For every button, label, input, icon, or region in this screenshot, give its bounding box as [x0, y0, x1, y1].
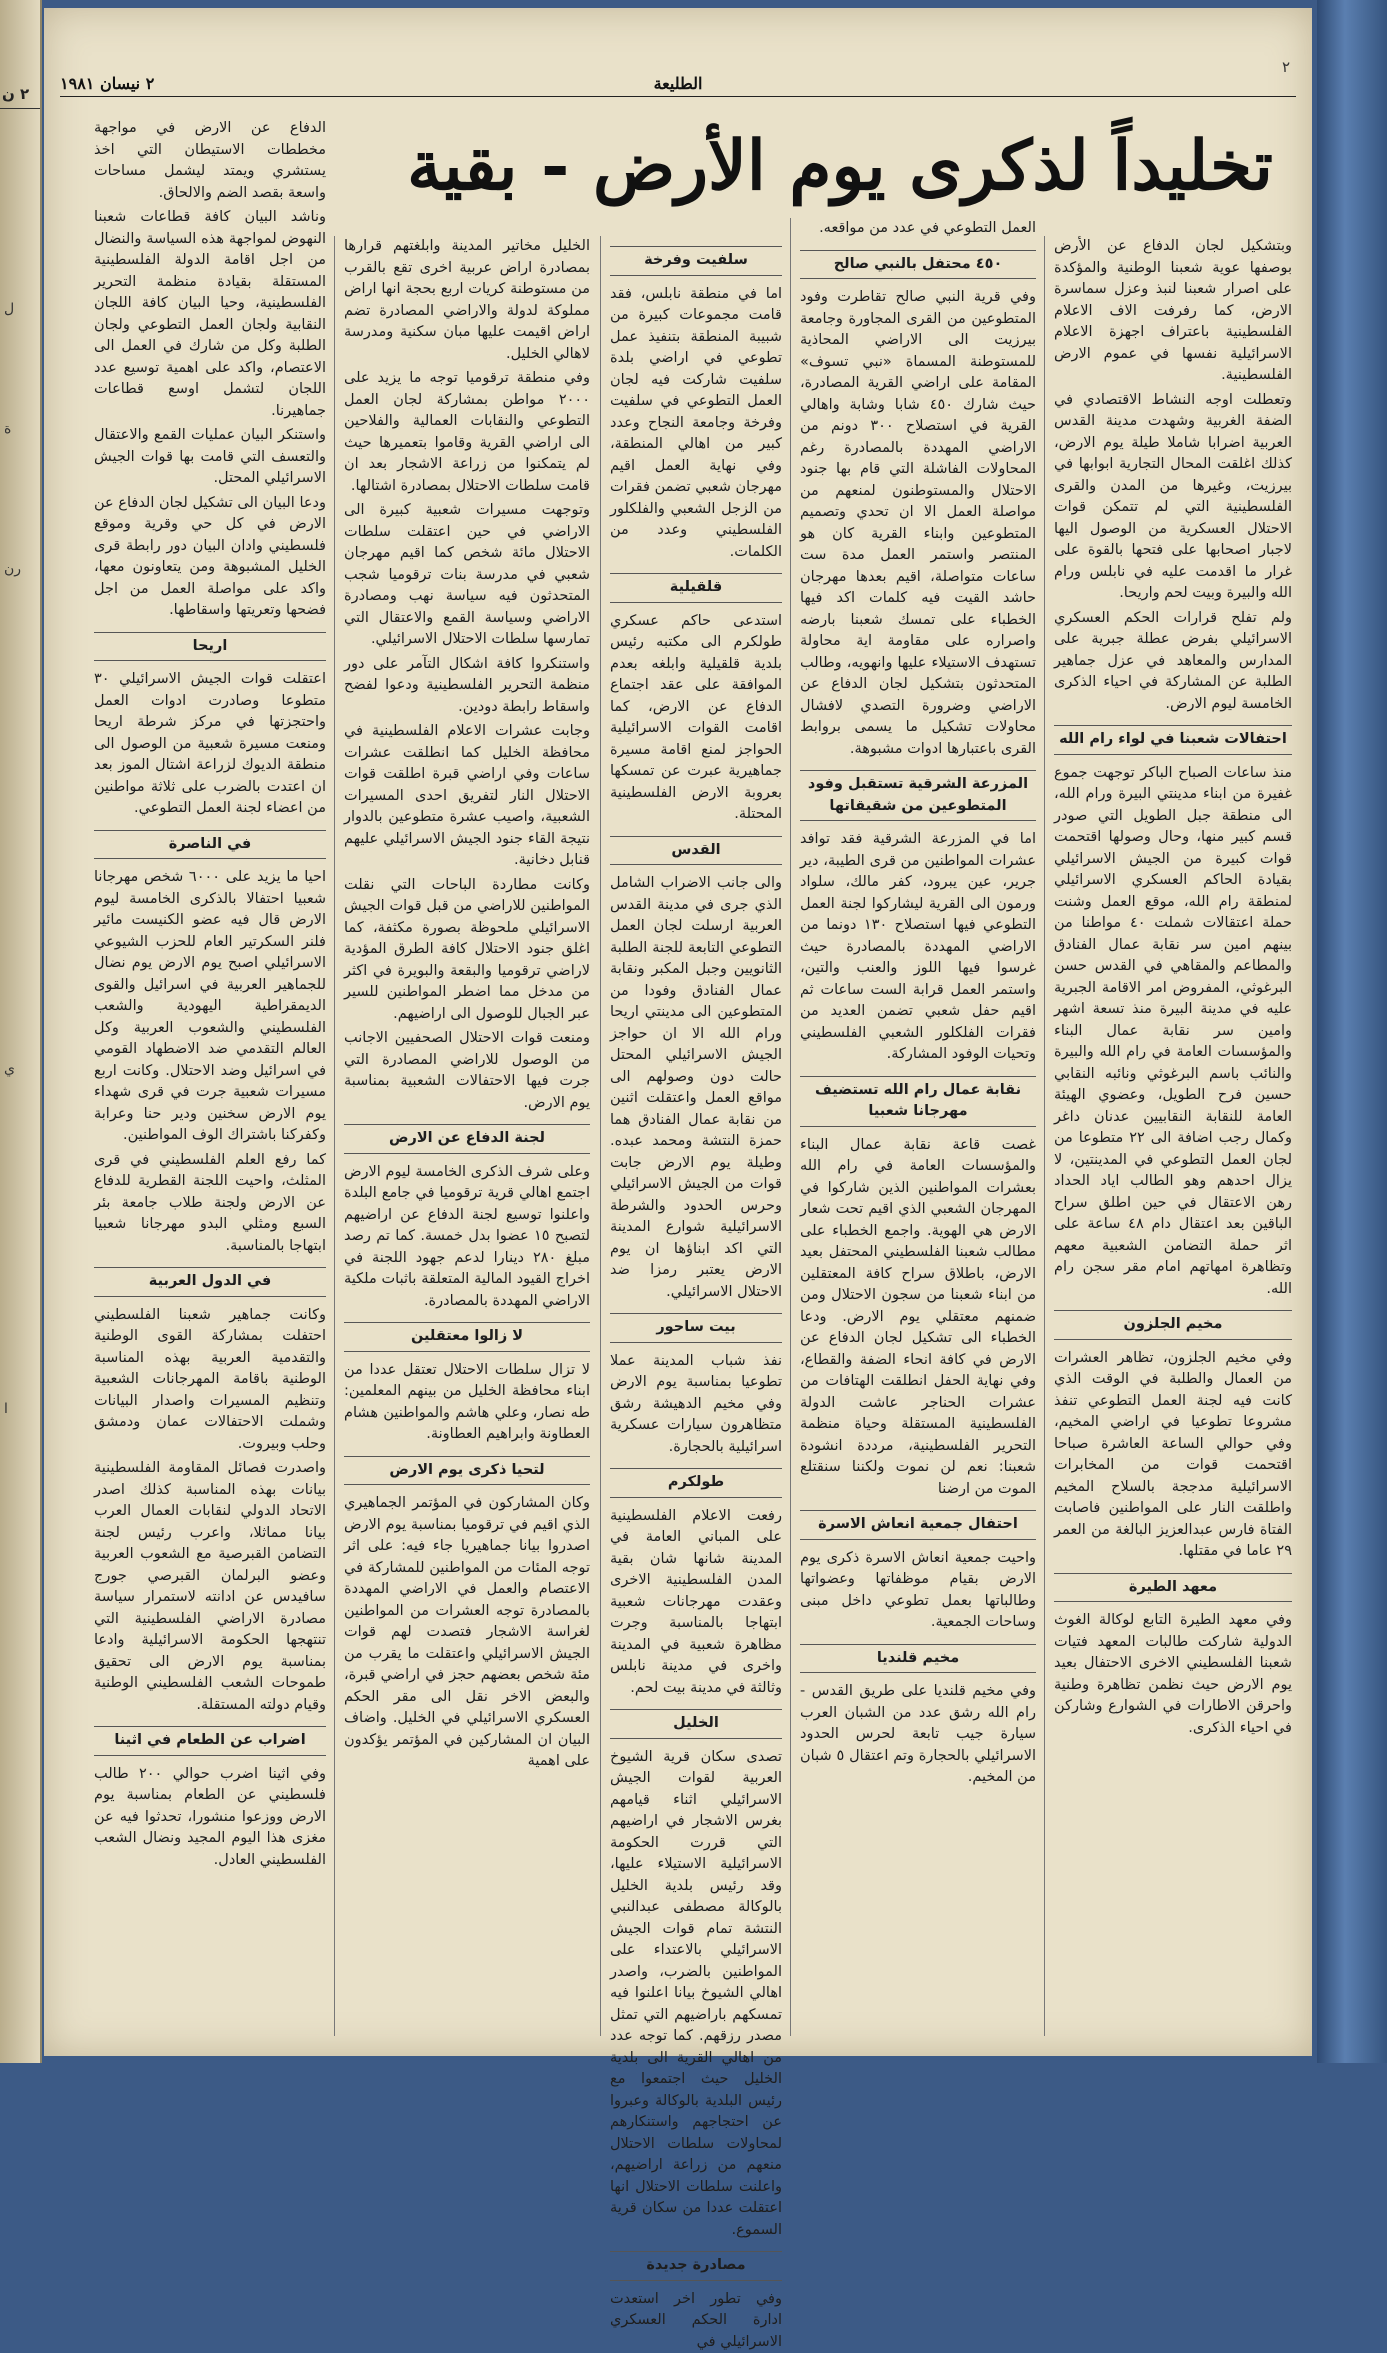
paragraph: الدفاع عن الارض في مواجهة مخططات الاستيطان التي اخذ يستشري ويمتد ليشمل مساحات واسعة بقصد الضم والالحاق.: [94, 118, 326, 204]
subheading: مخيم قلنديا: [800, 1644, 1036, 1674]
paragraph: استدعى حاكم عسكري طولكرم الى مكتبه رئيس بلدية قلقيلية وابلغه بعدم الموافقة على عقد اجتماع الدفاع عن الارض، كما اقامت القوات الاسرائيلية الحواجز لمنع اقامة مسيرة جماهيرية عبرت عن تمسكها بعروبة الارض الفلسطينية المحتلة.: [610, 611, 782, 826]
subheading: لتحيا ذكرى يوم الارض: [344, 1456, 590, 1486]
subheading: الخليل: [610, 1709, 782, 1739]
subheading: طولكرم: [610, 1468, 782, 1498]
masthead: [60, 72, 1296, 94]
subheading: المزرعة الشرقية تستقبل وفود المتطوعين من شقيقاتها: [800, 770, 1036, 821]
article-column-1: [1054, 236, 1292, 2036]
subheading: احتفالات شعبنا في لواء رام الله: [1054, 725, 1292, 755]
paragraph: اما في منطقة نابلس، فقد قامت مجموعات كبيرة من شبيبة المنطقة بتنفيذ عمل تطوعي في اراضي بلدة سلفيت شاركت فيه لجان العمل التطوعي في سلفيت وفرخة وجامعة النجاح وعدد كبير من اهالي المنطقة، وفي نهاية العمل اقيم مهرجان شعبي تضمن فقرات من الزجل الشعبي والفلكلور الفلسطيني وعدد من الكلمات.: [610, 284, 782, 564]
column-rule: [1044, 236, 1045, 2036]
paragraph: ودعا البيان الى تشكيل لجان الدفاع عن الارض في كل حي وقرية وموقع فلسطيني وادان البيان دور رابطة قرى الخليل المشبوهة ومن يتعاونون معها، واكد على مواصلة العمل من اجل فضحها وتعريتها واسقاطها.: [94, 493, 326, 622]
paragraph: وفي مخيم الجلزون، تظاهر العشرات من العمال والطلبة في الوقت الذي كانت فيه لجنة العمل التطوعي تنفذ مشروعا تطوعيا في اراضي المخيم، وفي حوالي الساعة العاشرة صباحا اقتحمت قوات من المخابرات الاسرائيلية مدججة بالسلاح المخيم واطلقت النار على المواطنين فاصابت الفتاة فارس عبدالعزيز البالغة من العمر ٢٩ عاما في مقتلها.: [1054, 1348, 1292, 1563]
page-number: ٢: [1282, 58, 1290, 76]
paragraph: لا تزال سلطات الاحتلال تعتقل عددا من ابناء محافظة الخليل من بينهم المعلمين: طه نصار، وعلي هاشم والمواطنين هشام العطاونة وابراهيم العطاونة.: [344, 1360, 590, 1446]
paragraph: وفي قرية النبي صالح تقاطرت وفود المتطوعين من القرى المجاورة وجامعة بيرزيت الى الاراضي المحاذية للمستوطنة المسماة «نبي تسوف» المقامة على اراضي القرية المصادرة، حيث شارك ٤٥٠ شابا وشابة واهالي القرية في استصلاح ٣٠٠ دونم من الاراضي المهددة بالمصادرة رغم المحاولات الفاشلة التي قام بها جنود الاحتلال والمستوطنون لمنعهم من مواصلة العمل الا ان تحدي وتصميم المتطوعين وابناء القرية كان هو المنتصر واستمر العمل مدة ست ساعات متواصلة، اقيم بعدها مهرجان حاشد القيت فيه كلمات اكد فيها الخطباء على تمسك شعبنا بارضه واصراره على مقاومة اية محاولة تستهدف الاستيلاء عليها وانهويه، وطالب المتحدثون بتشكيل لجان الدفاع عن الاراضي وضرورة التصدي لافشال محاولات تشكيل ما يسمى بروابط القرى باعتبارها ادوات مشبوهة.: [800, 287, 1036, 760]
subheading: في الدول العربية: [94, 1267, 326, 1297]
subheading: قلقيلية: [610, 573, 782, 603]
subheading: بيت ساحور: [610, 1313, 782, 1343]
subheading: معهد الطيرة: [1054, 1573, 1292, 1603]
paragraph: الخليل مخاتير المدينة وابلغتهم قرارها بمصادرة اراض عربية اخرى تقع بالقرب من مستوطنة كريات اربع بحجة انها اراض مملوكة لدولة والاراضي المصادرة تضم اراض اقيمت عليها مبان سكنية ومدرسة لاهالي الخليل.: [344, 236, 590, 365]
paragraph: غصت قاعة نقابة عمال البناء والمؤسسات العامة في رام الله بعشرات المواطنين الذين شاركوا في المهرجان الشعبي الذي اقيم تحت شعار الارض هي الهوية. واجمع الخطباء على مطالب شعبنا الفلسطيني المحتفل بعيد الارض، باطلاق سراح كافة المعتقلين من ابناء شعبنا من سجون الاحتلال ومن ضمنهم معتقلي يوم الارض. ودعا الخطباء الى تشكيل لجان الدفاع عن الارض في كافة انحاء الضفة والقطاع، وفي نهاية الحفل انطلقت الهتافات من عشرات الحناجر عاشت الدولة الفلسطينية المستقلة وحياة منظمة التحرير الفلسطينية، مرددة انشودة شعبنا: نعم لن نموت ولكننا سنقتلع الموت من ارضنا: [800, 1135, 1036, 1501]
article-column-5: [94, 118, 326, 2036]
column-rule: [334, 236, 335, 2036]
paragraph: رفعت الاعلام الفلسطينية على المباني العامة في المدينة شانها شان بقية المدن الفلسطينية الاخرى وعقدت مهرجانات شعبية ابتهاجا بالمناسبة وجرت مظاهرة شعبية في المدينة واخرى في مدينة نابلس وثالثة في مدينة بيت لحم.: [610, 1506, 782, 1700]
paragraph: واصدرت فصائل المقاومة الفلسطينية بيانات بهذه المناسبة كذلك اصدر الاتحاد الدولي لنقابات العمال العرب بيانا مماثلا، واعرب رئيس لجنة التضامن القبرصية مع الشعوب العربية وعضو البرلمان القبرصي جورج سافيدس عن ادانته لاستمرار سياسة مصادرة الاراضي الفلسطينية التي تنتهجها الحكومة الاسرائيلية وادعا بمناسبة يوم الارض الى تحقيق طموحات الشعب الفلسطيني الوطنية وقيام دولته المستقلة.: [94, 1458, 326, 1716]
subheading: ٤٥٠ محتفل بالنبي صالح: [800, 250, 1036, 280]
headline: تخليداً لذكرى يوم الأرض - بقية: [378, 126, 1302, 206]
subheading: نقابة عمال رام الله تستضيف مهرجانا شعبيا: [800, 1076, 1036, 1127]
paragraph: وتوجهت مسيرات شعبية كبيرة الى الاراضي في حين اعتقلت سلطات الاحتلال مائة شخص كما اقيم مهرجان شعبي في مدرسة بنات ترقوميا شجب المتحدثون فيه سياسة نهب ومصادرة الاراضي وسياسة القمع والاعتقال التي تمارسها سلطات الاحتلال الاسرائيلي.: [344, 500, 590, 651]
subheading: القدس: [610, 836, 782, 866]
subheading: اضراب عن الطعام في اثينا: [94, 1726, 326, 1756]
paragraph: تصدى سكان قرية الشيوخ العربية لقوات الجيش الاسرائيلي اثناء قيامهم بغرس الاشجار في اراضيهم التي قررت الحكومة الاسرائيلية الاستيلاء عليها، وقد رئيس بلدية الخليل بالوكالة مصطفى عبدالنبي النتشة تمام قوات الجيش الاسرائيلي بالاعتداء على المواطنين بالضرب، واصدر اهالي الشيوخ بيانا اعلنوا فيه تمسكهم باراضيهم التي تمثل مصدر رزقهم. كما توجه عدد من اهالي القرية الى بلدية الخليل حيث اجتمعوا مع رئيس البلدية بالوكالة وعبروا عن احتجاجهم واستنكارهم لمحاولات سلطات الاحتلال منعهم من زراعة اراضيهم، واعلنت سلطات الاحتلال انها اعتقلت عددا من سكان قرية السموع.: [610, 1747, 782, 2242]
paragraph: وكان المشاركون في المؤتمر الجماهيري الذي اقيم في ترقوميا بمناسبة يوم الارض اصدروا بيانا جماهيريا جاء فيه: على اثر توجه المئات من المواطنين للمشاركة في الاعتصام والعمل في الاراضي المهددة بالمصادرة توجه العشرات من المواطنين لغراسة الاشجار فتصدت لهم قوات الجيش الاسرائيلي واعتقلت ما يقرب من مئة شخص بعضهم حجز في اراضي قبرة، والبعض الاخر نقل الى مقر الحكم العسكري الاسرائيلي في الخليل. واضاف البيان ان المشاركين في المؤتمر يؤكدون على اهمية: [344, 1493, 590, 1773]
paragraph: وفي معهد الطيرة التابع لوكالة الغوث الدولية شاركت طالبات المعهد فتيات شعبنا الفلسطيني الاخرى الاحتفال بعيد يوم الارض حيث نظمن تظاهرة وطنية واحرقن الاطارات في الشوارع وشاركن في احياء الذكرى.: [1054, 1610, 1292, 1739]
adjacent-page-strip: [0, 0, 42, 2063]
column-rule: [600, 236, 601, 2036]
paragraph: اعتقلت قوات الجيش الاسرائيلي ٣٠ متطوعا وصادرت ادوات العمل واحتجزتها في مركز شرطة اريحا ومنعت مسيرة شعبية من الوصول الى منطقة الديوك لزراعة اشتال الموز بعد ان اعتدت بالضرب على ثلاثة مواطنين من اعضاء لجنة العمل التطوعي.: [94, 669, 326, 820]
paragraph: وفي مخيم قلنديا على طريق القدس - رام الله رشق عدد من الشبان العرب سيارة جيب تابعة لحرس الحدود الاسرائيلي بالحجارة وتم اعتقال ٥ شبان من المخيم.: [800, 1681, 1036, 1789]
article-column-4: [344, 236, 590, 2036]
column-rule: [790, 218, 791, 2036]
adjacent-fragment: ي: [4, 1060, 15, 1078]
paragraph: وفي تطور اخر استعدت ادارة الحكم العسكري الاسرائيلي في: [610, 2289, 782, 2353]
adjacent-fragment: ل: [4, 300, 14, 318]
subheading: لجنة الدفاع عن الارض: [344, 1124, 590, 1154]
paragraph: وجابت عشرات الاعلام الفلسطينية في محافظة الخليل كما انطلقت عشرات ساعات وفي اراضي قبرة اطلقت قوات الاحتلال النار لتفريق احدى المسيرات الشعبية، واصيب عشرة متطوعين بالدوار نتيجة القاء جنود الجيش الاسرائيلي عليهم قنابل دخانية.: [344, 721, 590, 872]
adjacent-fragment: ا: [4, 1400, 8, 1418]
paragraph: وبتشكيل لجان الدفاع عن الأرض بوصفها عوية شعبنا الوطنية والمؤكدة على اصرار شعبنا لنبذ وعزل سماسرة الارض، كما رفرفت الاف الاعلام الفلسطينية باعتراف اجهزة الاعلام الاسرائيلية نفسها في عموم الارض الفلسطينية.: [1054, 236, 1292, 387]
paragraph: وعلى شرف الذكرى الخامسة ليوم الارض اجتمع اهالي قرية ترقوميا في جامع البلدة واعلنوا توسيع لجنة الدفاع عن اراضيهم لتصبح ١٥ عضوا بدل خمسة. كما تم رصد مبلغ ٢٨٠ دينارا لدعم جهود اللجنة في اخراج القيود المالية المتعلقة باثبات ملكية الاراضي المهددة بالمصادرة.: [344, 1162, 590, 1313]
adjacent-fragment: ة: [4, 420, 11, 438]
article-column-3: [610, 236, 782, 2036]
issue-date: ٢ نيسان ١٩٨١: [60, 74, 260, 93]
subheading: مصادرة جديدة: [610, 2251, 782, 2281]
paragraph: وفي اثينا اضرب حوالي ٢٠٠ طالب فلسطيني عن الطعام بمناسبة يوم الارض ووزعوا منشورا، تحدثوا فيه عن مغزى هذا اليوم المجيد ونضال الشعب الفلسطيني العادل.: [94, 1764, 326, 1872]
adjacent-page-label: ٢ ن: [2, 85, 29, 103]
subheading: في الناصرة: [94, 830, 326, 860]
paragraph: ولم تفلح قرارات الحكم العسكري الاسرائيلي بفرض عطلة جبرية على المدارس والمعاهد في عزل جماهير الطلبة عن المشاركة في احياء الذكرى الخامسة ليوم الارض.: [1054, 608, 1292, 716]
subheading: مخيم الجلزون: [1054, 1310, 1292, 1340]
paragraph: العمل التطوعي في عدد من مواقعه.: [800, 218, 1036, 240]
paragraph: نفذ شباب المدينة عملا تطوعيا بمناسبة يوم الارض وفي مخيم الدهيشة رشق متظاهرون سيارات عسكرية اسرائيلية بالحجارة.: [610, 1351, 782, 1459]
paragraph: وتعطلت اوجه النشاط الاقتصادي في الضفة الغربية وشهدت مدينة القدس العربية اضرابا شاملا طيلة يوم الارض، كذلك اغلقت المحال التجارية ابوابها في بيرزيت، وغيرها من المدن والقرى الفلسطينية التي لم تتمكن قوات الاحتلال العسكرية من الوصول اليها لاجبار اصحابها على فتحها بالقوة على غرار ما اقدمت عليه في نابلس ورام الله والبيرة وبيت لحم واريحا.: [1054, 390, 1292, 605]
paragraph: والى جانب الاضراب الشامل الذي جرى في مدينة القدس العربية ارسلت لجان العمل التطوعي التابعة للجنة الطلبة الثانويين وجبل المكبر ونقابة عمال الفنادق وفودا من المتطوعين الى مدينتي اريحا ورام الله الا ان حواجز الجيش الاسرائيلي المحتل حالت دون وصولهم الى مواقع العمل واعتقلت اثنين من نقابة عمال الفنادق هما حمزة النتشة ومحمد عبده. وطيلة يوم الارض جابت قوات من الجيش الاسرائيلي وحرس الحدود والشرطة الاسرائيلية شوارع المدينة التي اكد ابناؤها ان يوم الارض يعتبر رمزا ضد الاحتلال الاسرائيلي.: [610, 873, 782, 1303]
paragraph: وفي منطقة ترقوميا توجه ما يزيد على ٢٠٠٠ مواطن بمشاركة لجان العمل التطوعي والنقابات العمالية والفلاحين الى اراضي القرية وقاموا بتعميرها حيث لم يتمكنوا من زراعة الاشجار بعد ان قامت سلطات الاحتلال بمصادرة اشتالها.: [344, 368, 590, 497]
subheading: اريحا: [94, 632, 326, 662]
masthead-rule: [60, 96, 1296, 97]
paragraph: اما في المزرعة الشرقية فقد توافد عشرات المواطنين من قرى الطيبة، دير جرير، عين يبرود، كفر مالك، سلواد ورمون الى القرية ليشاركوا لجنة العمل التطوعي فيها استصلاح ١٣٠ دونما من الاراضي المهددة بالمصادرة حيث غرسوا فيها اللوز والعنب والتين، واستمر العمل قرابة الست ساعات ثم اقيم حفل شعبي تضمن العديد من فقرات الفلكلور الشعبي الفلسطيني وتحيات الوفود المشاركة.: [800, 829, 1036, 1066]
subheading: احتفال جمعية انعاش الاسرة: [800, 1510, 1036, 1540]
article-column-2: [800, 218, 1036, 2036]
paragraph: واستنكروا كافة اشكال التآمر على دور منظمة التحرير الفلسطينية ودعوا لفضح واسقاط رابطة دودين.: [344, 654, 590, 719]
newspaper-page: [44, 8, 1312, 2056]
paragraph: وكانت مطاردة الباحات التي نقلت المواطنين للاراضي من قبل قوات الجيش الاسرائيلي ملحوظة بصورة مكثفة، كما اغلق جنود الاحتلال كافة الطرق المؤدية لاراضي ترقوميا والبقعة والبويرة في اكثر من مدخل مما اضطر المواطنين للسير عبر الجبال للوصول الى اراضيهم.: [344, 875, 590, 1026]
paragraph: ومنعت قوات الاحتلال الصحفيين الاجانب من الوصول للاراضي المصادرة التي جرت فيها الاحتفالات الشعبية بمناسبة يوم الارض.: [344, 1028, 590, 1114]
paragraph: واستنكر البيان عمليات القمع والاعتقال والتعسف التي قامت بها قوات الجيش الاسرائيلي المحتل.: [94, 425, 326, 490]
binding-edge: [1317, 0, 1387, 2063]
newspaper-name: الطليعة: [654, 74, 703, 93]
adjacent-fragment: رن: [4, 560, 21, 578]
adjacent-page-rule: [0, 108, 40, 109]
subheading: لا زالوا معتقلين: [344, 1322, 590, 1352]
paragraph: احيا ما يزيد على ٦٠٠٠ شخص مهرجانا شعبيا احتفالا بالذكرى الخامسة ليوم الارض قال فيه عضو الكنيست مائير فلنر السكرتير العام للحزب الشيوعي الاسرائيلي اصبح يوم الارض يوم نضال للجماهير العربية في اسرائيل والقوى الديمقراطية اليهودية والشعب الفلسطيني والشعوب العربية وكل العالم التقدمي ضد الاضطهاد القومي في اسرائيل وضد الاحتلال. وكانت اربع مسيرات شعبية جرت في قرى شهداء يوم الارض سخنين ودير حنا وعرابة وكفركنا باشتراك الوف المواطنين.: [94, 867, 326, 1147]
paragraph: منذ ساعات الصباح الباكر توجهت جموع غفيرة من ابناء مدينتي البيرة ورام الله، الى منطقة جبل الطويل التي صودر قسم كبير منها، وحال وصولها اقتحمت قوات كبيرة من الجيش الاسرائيلي بقيادة الحاكم العسكري الاسرائيلي لمنطقة رام الله، موقع العمل وشنت حملة اعتقالات شملت ٤٠ مواطنا من بينهم امين سر نقابة عمال الفنادق والمطاعم والمقاهي في القدس حسن البرغوثي، المفروض امر الاقامة الجبرية عليه في مدينة البيرة منذ تسعة اشهر وامين سر نقابة عمال البناء والمؤسسات العامة في رام الله والبيرة والنائب باسم البرغوثي ونائبه النقابي حسين فرح الطويل، وعضوي الهيئة العامة للنقابة النقابيين عدنان داغر وكمال رجب اضافة الى ٢٢ متطوعا من لجان العمل التطوعي في المدينتين، لا يزال احدهم وهو الطالب اياد الحداد رهن الاعتقال في حين اطلق سراح الباقين بعد اعتقال دام ٤٨ ساعة على اثر حملة التضامن الشعبية معهم وتظاهرة امهاتهم امام مقر سجن رام الله.: [1054, 763, 1292, 1301]
paragraph: واحيت جمعية انعاش الاسرة ذكرى يوم الارض بقيام موظفاتها وعضواتها وطالباتها بعمل تطوعي داخل مبنى وساحات الجمعية.: [800, 1548, 1036, 1634]
paragraph: وناشد البيان كافة قطاعات شعبنا النهوض لمواجهة هذه السياسة والنضال من اجل اقامة الدولة الفلسطينية المستقلة بقيادة منظمة التحرير الفلسطينية، وحيا البيان كافة اللجان النقابية ولجان العمل التطوعي ولجان الطلبة وكل من شارك في العمل الى الاعتصام، واكد على اهمية توسيع عدد اللجان لتشمل اوسع قطاعات جماهيرنا.: [94, 207, 326, 422]
paragraph: كما رفع العلم الفلسطيني في قرى المثلث، واحيت اللجنة القطرية للدفاع عن الارض ولجنة طلاب جامعة بئر السبع ومثلي البدو مهرجانا شعبيا ابتهاجا بالمناسبة.: [94, 1150, 326, 1258]
subheading: سلفيت وفرخة: [610, 246, 782, 276]
paragraph: وكانت جماهير شعبنا الفلسطيني احتفلت بمشاركة القوى الوطنية والتقدمية العربية بهذه المناسبة الوطنية باقامة المهرجانات الشعبية وتنظيم المسيرات واصدار البيانات وشملت الاحتفالات عمان ودمشق وحلب وبيروت.: [94, 1305, 326, 1456]
